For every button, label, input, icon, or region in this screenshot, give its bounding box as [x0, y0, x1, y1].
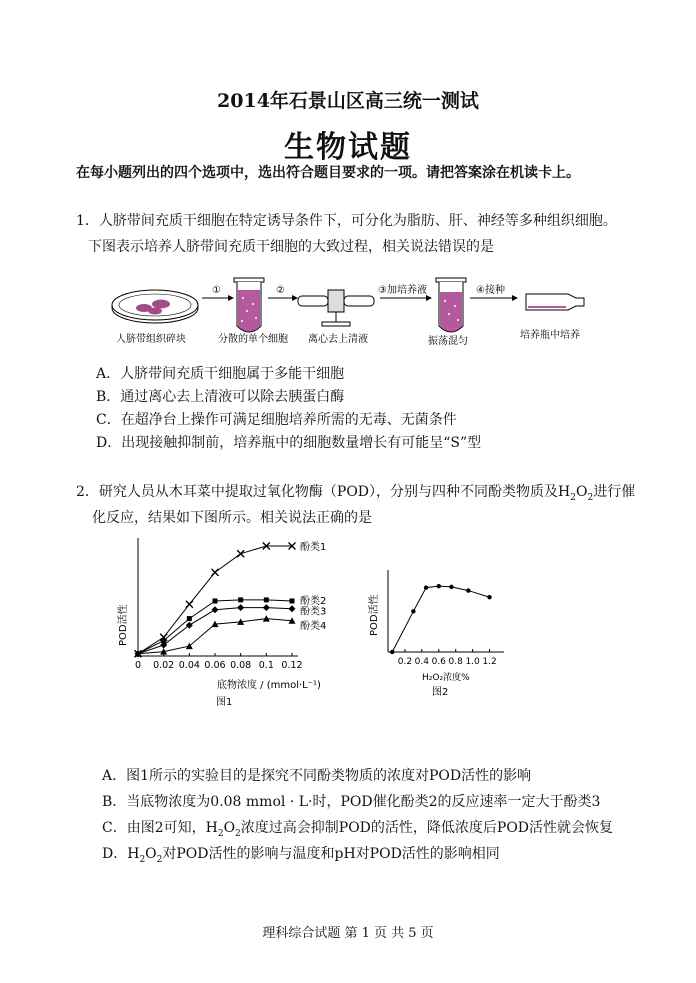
instruction: 在每小题列出的四个选项中，选出符合题目要求的一项。请把答案涂在机读卡上。: [76, 165, 580, 181]
x-tick-label: 1.2: [482, 657, 497, 667]
data-point: [449, 585, 453, 589]
q1-option-c: C．在超净台上操作可满足细胞培养所需的无毒、无菌条件: [96, 412, 457, 428]
step-label-3: ③加培养液: [378, 285, 427, 296]
data-point: [264, 597, 269, 602]
caption-shake: 振荡混匀: [428, 336, 468, 347]
data-point: [212, 606, 219, 613]
q1-option-a: A．人脐带间充质干细胞属于多能干细胞: [96, 366, 345, 382]
q2-stem-line1: 2．研究人员从木耳菜中提取过氧化物酶（POD），分别与四种不同酚类物质及$H_2O_2$进行催: [76, 484, 636, 503]
data-point: [237, 604, 244, 611]
caption-single-cells: 分散的单个细胞: [218, 334, 288, 345]
q1-stem-line1: 1．人脐带间充质干细胞在特定诱导条件下，可分化为脂肪、肝、神经等多种组织细胞。: [76, 213, 617, 229]
chart1-ylabel: POD活性: [118, 604, 129, 646]
step-label-4: ④接种: [476, 285, 505, 296]
data-point: [466, 588, 470, 592]
data-point: [487, 595, 491, 599]
caption-tissue: 人脐带组织碎块: [116, 334, 186, 345]
series-line: [138, 608, 292, 654]
chart-fig2: [364, 556, 514, 700]
data-point: [424, 585, 428, 589]
x-tick-label: 0.4: [414, 657, 430, 667]
data-point: [238, 597, 243, 602]
data-point: [437, 584, 441, 588]
exam-title: 2014年石景山区高三统一测试: [217, 90, 479, 112]
series-legend-label: 酚类1: [300, 542, 327, 553]
x-tick-label: 0.08: [230, 660, 252, 671]
chart2-xlabel: H₂O₂浓度%: [422, 673, 470, 683]
q1-option-b: B．通过离心去上清液可以除去胰蛋白酶: [96, 389, 345, 405]
test-tube-icon: [234, 278, 264, 332]
chart2-title: 图2: [432, 687, 449, 698]
data-point: [390, 650, 394, 654]
data-point: [290, 599, 295, 604]
subject-title: 生物试题: [284, 130, 412, 165]
data-point: [212, 569, 219, 576]
x-tick-label: 0.6: [431, 657, 446, 667]
petri-dish-icon: [112, 290, 198, 323]
data-point: [186, 601, 193, 608]
x-tick-label: 0.04: [178, 660, 200, 671]
x-tick-label: 0: [134, 660, 142, 671]
data-point: [289, 605, 296, 612]
q1-process-diagram: [108, 276, 598, 352]
page-footer: 理科综合试题 第 1 页 共 5 页: [262, 926, 434, 941]
x-tick-label: 0.02: [153, 660, 175, 671]
data-point: [213, 599, 218, 604]
q2-option-d: D．$H_2O_2$对POD活性的影响与温度和pH对POD活性的影响相同: [102, 846, 500, 865]
series-legend-label: 酚类3: [300, 606, 327, 618]
q2-stem-line2: 化反应，结果如下图所示。相关说法正确的是: [92, 510, 372, 526]
q2-option-a: A．图1所示的实验目的是探究不同酚类物质的浓度对POD活性的影响: [102, 768, 532, 784]
x-tick-label: 0.8: [448, 657, 463, 667]
data-point: [237, 550, 244, 557]
q2-option-b: B．当底物浓度为0.08 mmol · L·时，POD催化酚类2的反应速率一定大于酚类3: [102, 794, 601, 810]
x-tick-label: 0.2: [397, 657, 413, 667]
step-label-2: ②: [276, 285, 285, 296]
chart1-title: 图1: [216, 697, 233, 708]
x-tick-label: 1.0: [465, 657, 480, 667]
chart2-ylabel: POD活性: [369, 594, 380, 636]
culture-flask-icon: [526, 294, 584, 310]
chart-fig1: [112, 536, 342, 712]
data-point: [187, 616, 192, 621]
caption-centrifuge: 离心去上清液: [308, 334, 368, 345]
centrifuge-icon: [298, 290, 374, 326]
series-legend-label: 酚类4: [300, 620, 327, 632]
caption-flask: 培养瓶中培养: [520, 330, 580, 341]
q2-option-c: C．由图2可知，$H_2O_2$浓度过高会抑制POD的活性，降低浓度后POD活性就会恢复: [102, 820, 614, 839]
x-tick-label: 0.12: [281, 660, 303, 671]
q1-stem-line2: 下图表示培养人脐带间充质干细胞的大致过程，相关说法错误的是: [88, 239, 494, 255]
x-tick-label: 0.1: [258, 660, 274, 671]
test-tube-icon: [436, 278, 466, 332]
series-legend-label: 酚类2: [300, 596, 327, 607]
chart1-xlabel: 底物浓度 / (mmol·L⁻¹): [217, 680, 321, 691]
series-line: [392, 586, 489, 652]
step-label-1: ①: [212, 285, 221, 296]
x-tick-label: 0.06: [204, 660, 226, 671]
data-point: [411, 609, 415, 613]
q1-option-d: D．出现接触抑制前，培养瓶中的细胞数量增长有可能呈“S”型: [96, 435, 482, 451]
data-point: [263, 604, 270, 611]
